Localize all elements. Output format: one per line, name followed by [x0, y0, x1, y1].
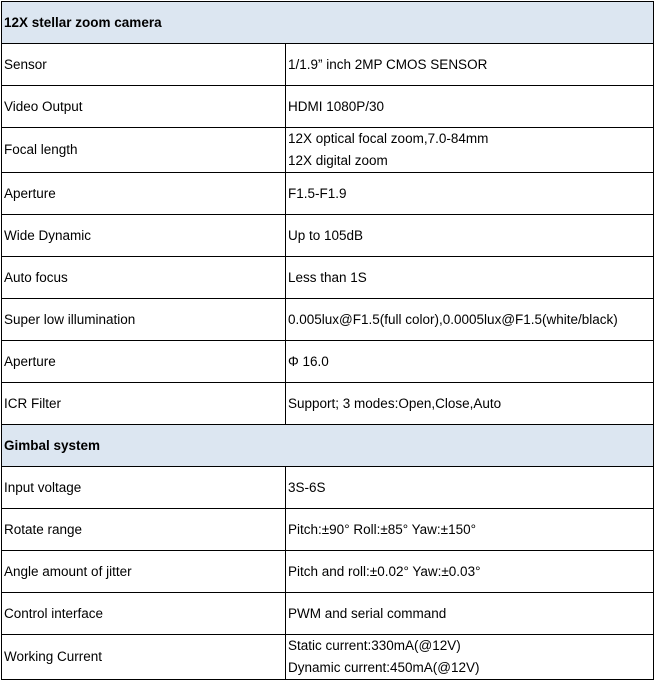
spec-label: Focal length	[2, 128, 286, 173]
table-row	[2, 593, 654, 635]
spec-label: Control interface	[2, 593, 286, 635]
table-row	[2, 383, 654, 425]
spec-label: Rotate range	[2, 509, 286, 551]
table-row	[2, 257, 654, 299]
spec-value-line: Pitch and roll:±0.02° Yaw:±0.03°	[288, 563, 481, 579]
spec-value-line: Less than 1S	[288, 269, 367, 285]
spec-value-line: Support; 3 modes:Open,Close,Auto	[288, 395, 502, 411]
spec-value	[286, 257, 654, 299]
table-row	[2, 128, 654, 173]
spec-value	[286, 551, 654, 593]
spec-value	[286, 383, 654, 425]
spec-table	[1, 1, 654, 680]
table-row	[2, 44, 654, 86]
section-title: 12X stellar zoom camera	[2, 2, 654, 44]
spec-value-line: Static current:330mA(@12V)	[288, 638, 461, 653]
spec-value-line: 3S-6S	[288, 479, 326, 495]
section-header-row	[2, 2, 654, 44]
spec-value	[286, 509, 654, 551]
spec-value	[286, 299, 654, 341]
spec-value-line: F1.5-F1.9	[288, 185, 347, 201]
spec-value	[286, 467, 654, 509]
spec-label: ICR Filter	[2, 383, 286, 425]
spec-value	[286, 341, 654, 383]
spec-table-body	[2, 2, 654, 680]
spec-label: Working Current	[2, 635, 286, 680]
spec-value-line: Φ 16.0	[288, 353, 329, 369]
spec-value-line: HDMI 1080P/30	[288, 98, 385, 114]
spec-label: Sensor	[2, 44, 286, 86]
spec-value-line: 12X optical focal zoom,7.0-84mm	[288, 131, 489, 146]
spec-label: Angle amount of jitter	[2, 551, 286, 593]
spec-value	[286, 86, 654, 128]
spec-value	[286, 44, 654, 86]
spec-value-line: Up to 105dB	[288, 227, 364, 243]
table-row	[2, 299, 654, 341]
table-row	[2, 551, 654, 593]
table-row	[2, 509, 654, 551]
table-row	[2, 635, 654, 680]
spec-value-line: 12X digital zoom	[288, 153, 388, 168]
table-row	[2, 86, 654, 128]
table-row	[2, 215, 654, 257]
spec-value	[286, 215, 654, 257]
table-row	[2, 341, 654, 383]
section-header-row	[2, 425, 654, 467]
spec-value-line: Dynamic current:450mA(@12V)	[288, 660, 480, 675]
spec-label: Wide Dynamic	[2, 215, 286, 257]
spec-value-line: 0.005lux@F1.5(full color),0.0005lux@F1.5(white/black)	[288, 311, 618, 327]
section-title: Gimbal system	[2, 425, 654, 467]
spec-value-line: Pitch:±90° Roll:±85° Yaw:±150°	[288, 521, 477, 537]
spec-label: Input voltage	[2, 467, 286, 509]
spec-value	[286, 635, 654, 680]
spec-value	[286, 593, 654, 635]
table-row	[2, 467, 654, 509]
spec-label: Video Output	[2, 86, 286, 128]
spec-value-line: PWM and serial command	[288, 605, 447, 621]
spec-label: Super low illumination	[2, 299, 286, 341]
table-row	[2, 173, 654, 215]
spec-value-line: 1/1.9” inch 2MP CMOS SENSOR	[288, 56, 488, 72]
spec-label: Auto focus	[2, 257, 286, 299]
spec-value	[286, 128, 654, 173]
spec-value	[286, 173, 654, 215]
spec-label: Aperture	[2, 341, 286, 383]
spec-label: Aperture	[2, 173, 286, 215]
